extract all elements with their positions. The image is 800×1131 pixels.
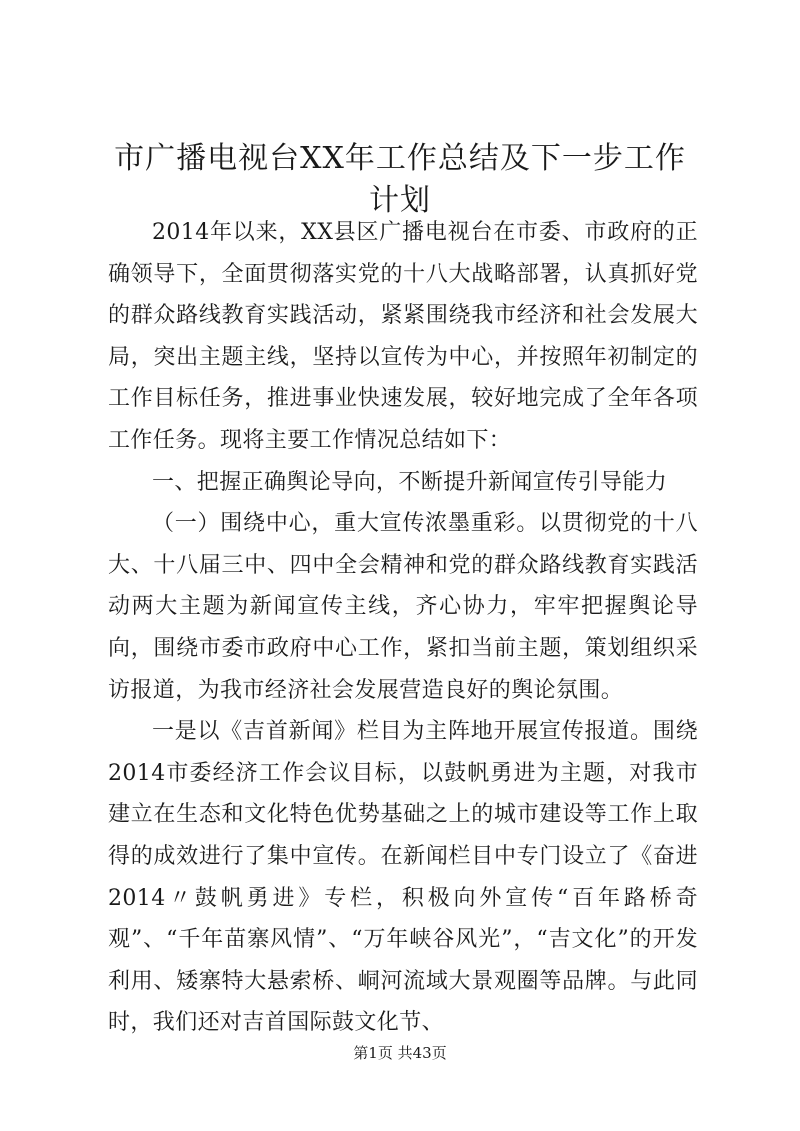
document-body — [108, 212, 698, 1044]
document-title: 市广播电视台XX年工作总结及下一步工作计划 — [114, 141, 686, 218]
paragraph-point-1: 一是以《吉首新闻》栏目为主阵地开展宣传报道。围绕2014市委经济工作会议目标，以鼓帆勇进为主题，对我市建立在生态和文化特色优势基础之上的城市建设等工作上取得的成效进行了集中宣传。在新闻栏目中专门设立了《奋进2014〃鼓帆勇进》专栏，积极向外宣传“百年路桥奇观”、“千年苗寨风情”、“万年峡谷风光”，“吉文化”的开发利用、矮寨特大悬索桥、峒河流域大景观圈等品牌。与此同时，我们还对吉首国际鼓文化节、 — [108, 719, 698, 1036]
paragraph-subsection-1: （一）围绕中心，重大宣传浓墨重彩。以贯彻党的十八大、十八届三中、四中全会精神和党的群众路线教育实践活动两大主题为新闻宣传主线，齐心协力，牢牢把握舆论导向，围绕市委市政府中心工作，紧扣当前主题，策划组织采访报道，为我市经济社会发展营造良好的舆论氛围。 — [108, 511, 698, 703]
page-footer: 第1页 共43页 — [353, 1044, 447, 1062]
section-heading: 一、把握正确舆论导向，不断提升新闻宣传引导能力 — [152, 469, 668, 495]
paragraph-intro: 2014年以来，XX县区广播电视台在市委、市政府的正确领导下，全面贯彻落实党的十八大战略部署，认真抓好党的群众路线教育实践活动，紧紧围绕我市经济和社会发展大局，突出主题主线，坚持以宣传为中心，并按照年初制定的工作目标任务，推进事业快速发展，较好地完成了全年各项工作任务。现将主要工作情况总结如下： — [108, 220, 698, 453]
